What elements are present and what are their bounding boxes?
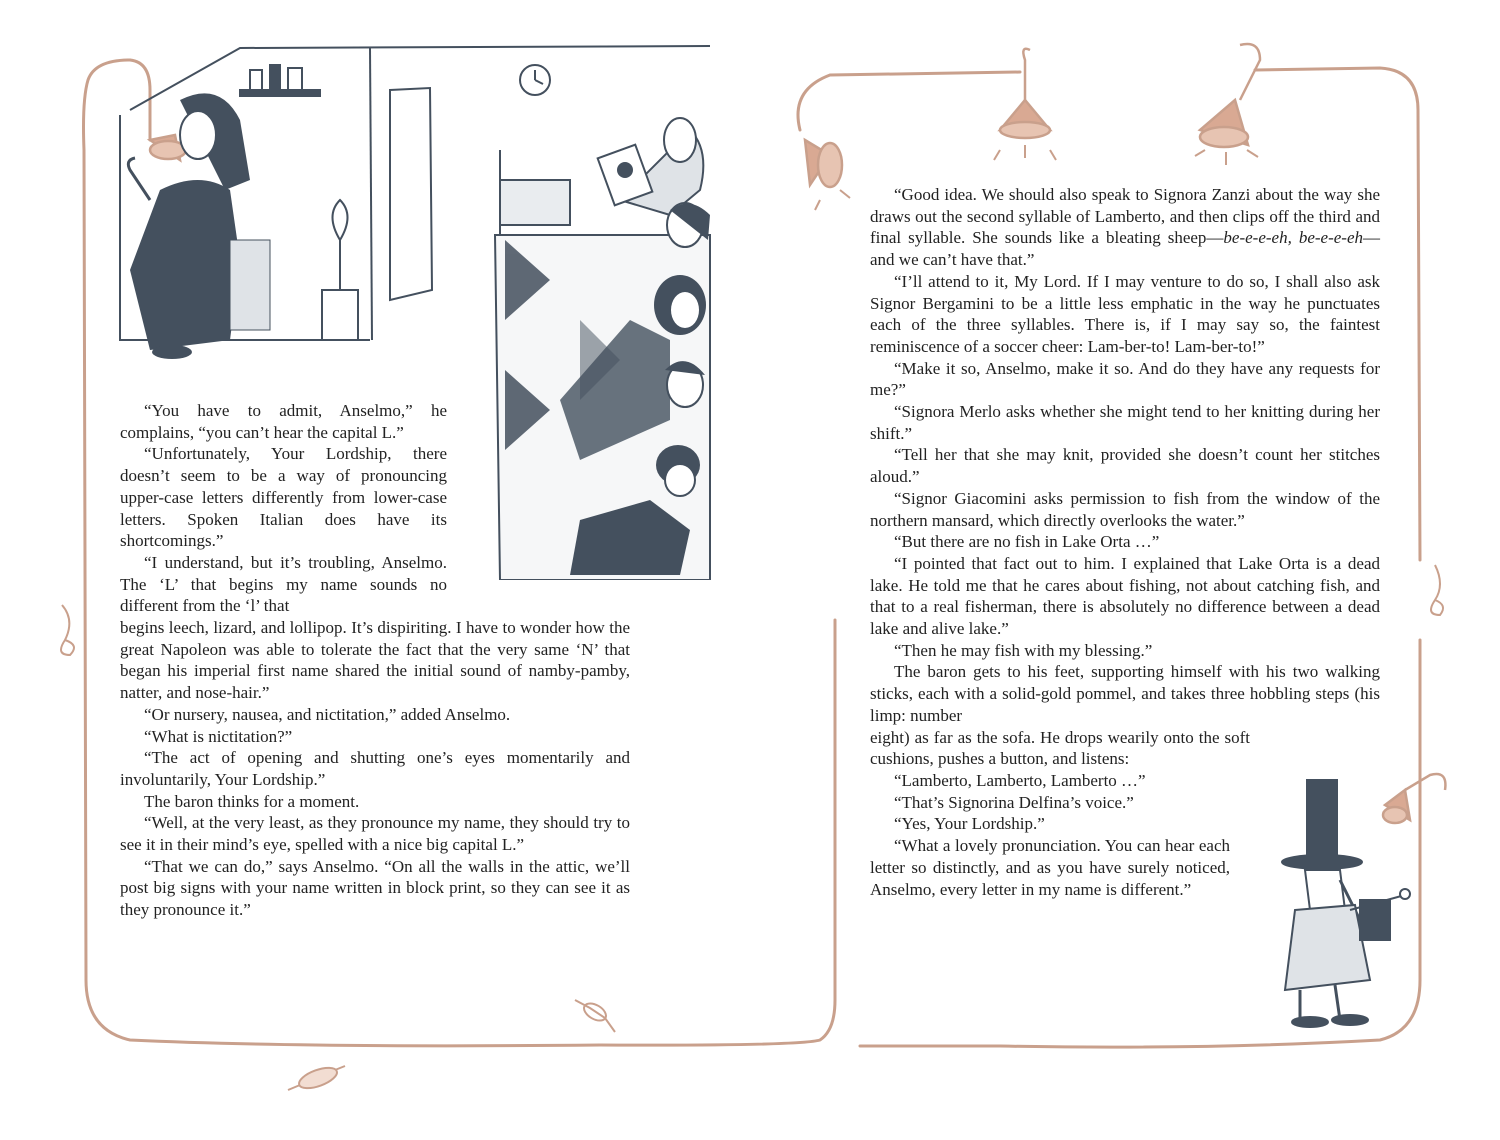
left-page-text [120,400,630,921]
right-paragraph: “Make it so, Anselmo, make it so. And do they have any requests for me?” [870,358,1380,400]
right-paragraph: “Lamberto, Lamberto, Lamberto …” [894,770,1146,790]
right-paragraph: “What a lovely pronunciation. You can hear each letter so distinctly, and as you have surely noticed, Anselmo, every letter in my name is different.” [870,836,1230,899]
right-page-text [870,184,1380,900]
right-paragraph: “Yes, Your Lordship.” [894,814,1045,834]
left-paragraph: “Unfortunately, Your Lordship, there doesn’t seem to be a way of pronouncing upper-case letters differently from lower-case letters. Spoken Italian does have its shortcomings.” [120,444,447,551]
right-paragraph: “But there are no fish in Lake Orta …” [894,532,1160,552]
right-paragraph: eight) as far as the sofa. He drops wearily onto the soft cushions, pushes a button, and listens: [870,727,1250,769]
italic-run: be-e-e-eh, be-e-e-eh [1223,228,1363,248]
right-paragraph: “I’ll attend to it, My Lord. If I may venture to do so, I shall also ask Signor Bergamini to be a little less emphatic in the way he punctuates each of the three syllables. There is, if I may say so, the faintest reminiscence of a soccer cheer: Lam-ber-to! Lam-ber-to!” [870,271,1380,356]
left-paragraph: “Well, at the very least, as they pronounce my name, they should try to see it in their mind’s eye, spelled with a nice big capital L.” [120,813,630,855]
left-paragraph: “What is nictitation?” [144,726,293,746]
left-paragraph: begins leech, lizard, and lollipop. It’s dispiriting. I have to wonder how the great Napoleon was able to tolerate the fact that the very same ‘N’ that began his imperial first name shared the initial sound of namby-pamby, natter, and nose-hair.” [120,618,630,703]
right-paragraph: The baron gets to his feet, supporting himself with his two walking sticks, each with a solid-gold pommel, and takes three hobbling steps (his limp: number [870,662,1380,725]
left-paragraph: “The act of opening and shutting one’s eyes momentarily and involuntarily, Your Lordship.” [120,748,630,789]
right-paragraph: “That’s Signorina Delfina’s voice.” [894,792,1134,812]
right-paragraph: “Signora Merlo asks whether she might tend to her knitting during her shift.” [870,402,1380,443]
left-paragraph: “Or nursery, nausea, and nictitation,” added Anselmo. [144,704,511,724]
text-run: —and we can’t have that.” [870,228,1380,270]
left-paragraph: “That we can do,” says Anselmo. “On all the walls in the attic, we’ll post big signs with your name written in block print, so they can see it as they pronounce it.” [120,856,630,920]
left-paragraph: The baron thinks for a moment. [144,791,360,811]
right-paragraph: “Signor Giacomini asks permission to fish from the window of the northern mansard, which directly overlooks the water.” [870,488,1380,530]
right-paragraph: “Then he may fish with my blessing.” [894,640,1153,660]
right-paragraph: “I pointed that fact out to him. I explained that Lake Orta is a dead lake. He told me that he cares about fishing, not about catching fish, and that to a real fisherman, there is absolutely no difference between a dead lake and alive lake.” [870,553,1380,639]
left-paragraph: “I understand, but it’s troubling, Anselmo. The ‘L’ that begins my name sounds no different from the ‘l’ that [120,552,447,616]
left-paragraph: “You have to admit, Anselmo,” he complains, “you can’t hear the capital L.” [120,401,447,442]
right-paragraph [870,184,1380,271]
right-paragraph: “Tell her that she may knit, provided she doesn’t count her stitches aloud.” [870,445,1380,487]
text-run: “Good idea. We should also speak to Signora Zanzi about the way she draws out the second syllable of Lamberto, and then clips off the third and final syllable. She sounds like a bleating sheep— [870,185,1380,248]
